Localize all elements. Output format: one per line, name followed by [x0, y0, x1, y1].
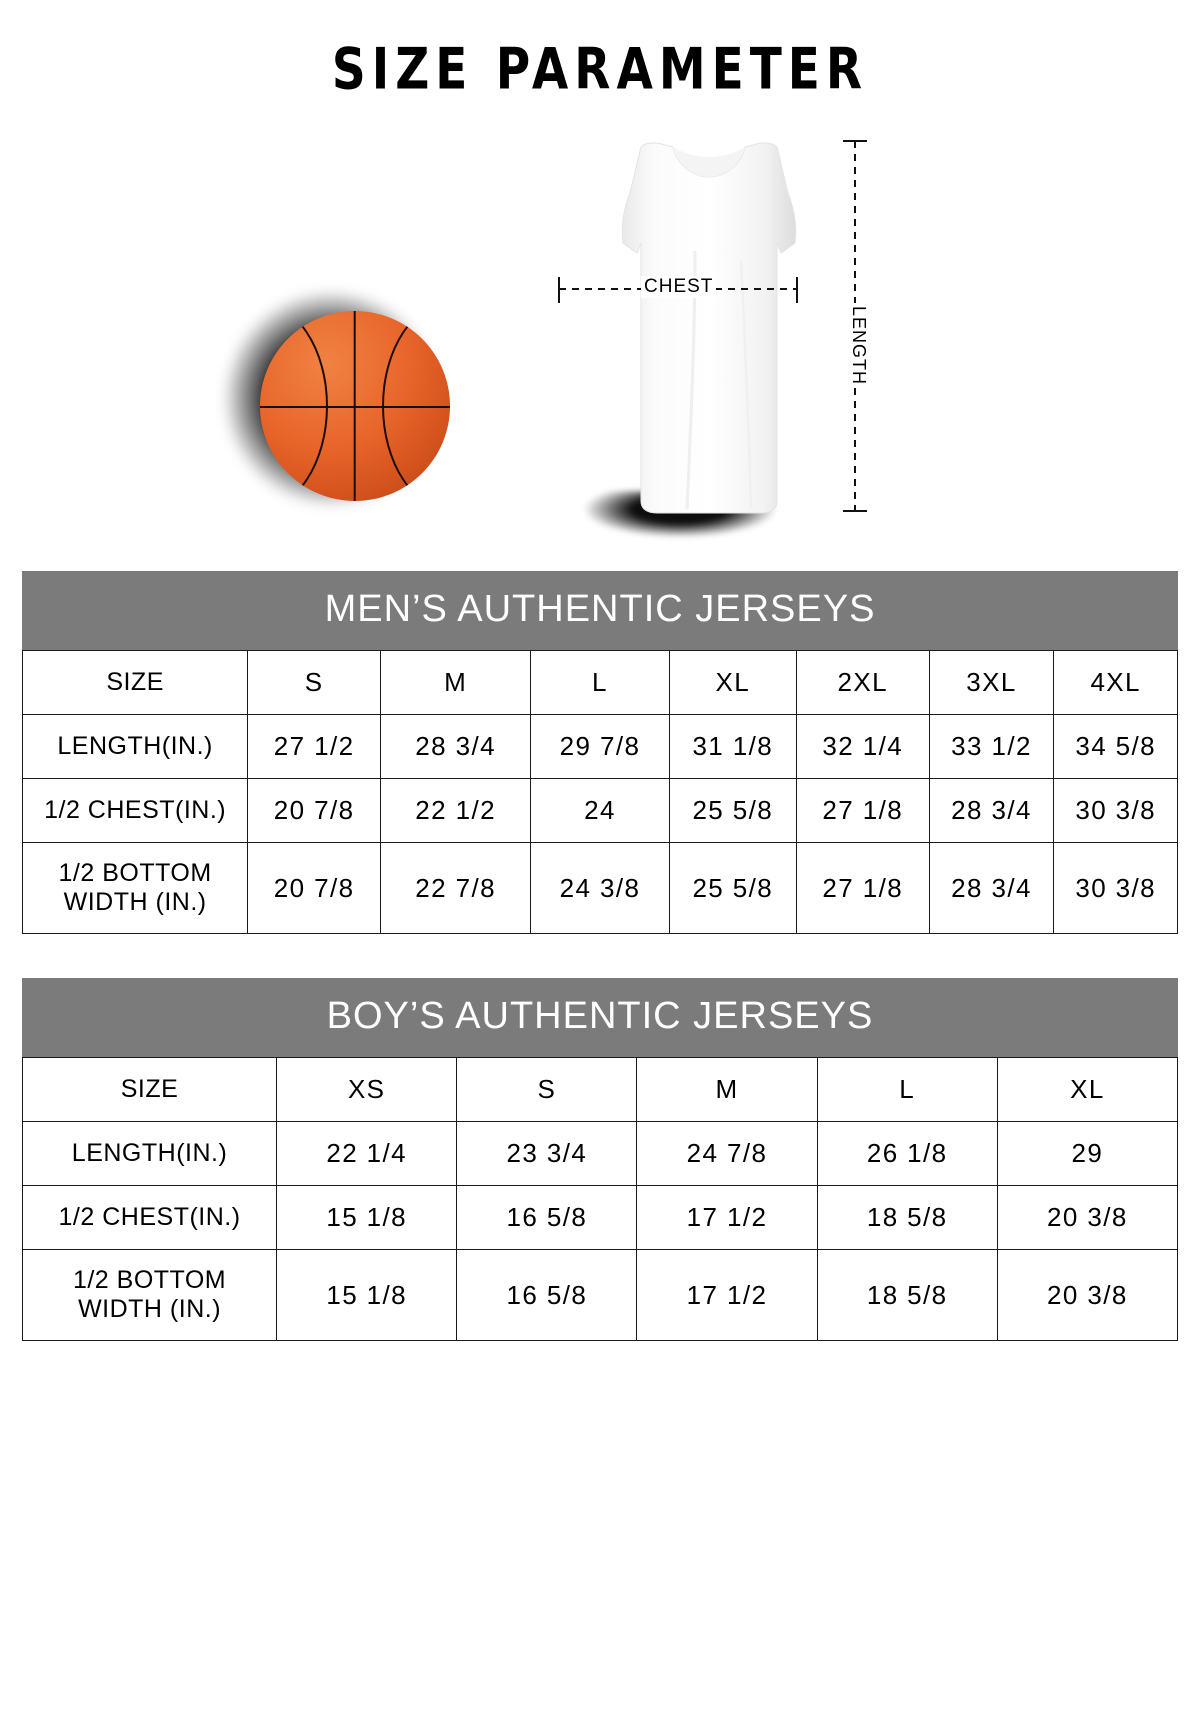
column-header-size: SIZE: [23, 651, 248, 715]
cell-chest-xl: 20 3/8: [997, 1186, 1177, 1250]
basketball-seam-right: [382, 311, 450, 501]
column-header-s: S: [248, 651, 381, 715]
chest-measure-label: CHEST: [641, 276, 716, 298]
cell-bottom-xl: 25 5/8: [669, 843, 796, 934]
cell-bottom-3xl: 28 3/4: [929, 843, 1054, 934]
cell-length-xs: 22 1/4: [277, 1122, 457, 1186]
column-header-s: S: [457, 1058, 637, 1122]
cell-length-2xl: 32 1/4: [796, 715, 929, 779]
page-title: SIZE PARAMETER: [331, 36, 869, 104]
cell-chest-xs: 15 1/8: [277, 1186, 457, 1250]
table-row: [23, 779, 1178, 843]
cell-length-3xl: 33 1/2: [929, 715, 1054, 779]
cell-bottom-s: 16 5/8: [457, 1250, 637, 1341]
cell-chest-l: 24: [531, 779, 670, 843]
column-header-3xl: 3XL: [929, 651, 1054, 715]
cell-bottom-m: 22 7/8: [381, 843, 531, 934]
row-label-line1: 1/2 BOTTOM: [72, 1266, 227, 1294]
row-label-half-bottom-width: [23, 843, 248, 934]
cell-chest-s: 16 5/8: [457, 1186, 637, 1250]
table-row: [23, 1250, 1178, 1341]
mens-table-heading: MEN’S AUTHENTIC JERSEYS: [22, 571, 1178, 650]
cell-length-4xl: 34 5/8: [1054, 715, 1178, 779]
cell-bottom-l: 24 3/8: [531, 843, 670, 934]
column-header-size: SIZE: [23, 1058, 277, 1122]
cell-chest-s: 20 7/8: [248, 779, 381, 843]
jersey-icon: [545, 131, 885, 551]
row-label-length: LENGTH(IN.): [23, 715, 248, 779]
row-label-line2: WIDTH (IN.): [63, 888, 207, 916]
cell-bottom-xl: 20 3/8: [997, 1250, 1177, 1341]
boys-table-block: [22, 978, 1178, 1341]
column-header-l: L: [817, 1058, 997, 1122]
cell-chest-m: 17 1/2: [637, 1186, 817, 1250]
cell-length-l: 29 7/8: [531, 715, 670, 779]
column-header-l: L: [531, 651, 670, 715]
column-header-4xl: 4XL: [1054, 651, 1178, 715]
cell-length-xl: 31 1/8: [669, 715, 796, 779]
basketball-body: [260, 311, 450, 501]
cell-length-m: 28 3/4: [381, 715, 531, 779]
cell-chest-m: 22 1/2: [381, 779, 531, 843]
cell-chest-l: 18 5/8: [817, 1186, 997, 1250]
table-row: [23, 1186, 1178, 1250]
cell-chest-4xl: 30 3/8: [1054, 779, 1178, 843]
column-header-xl: XL: [669, 651, 796, 715]
cell-bottom-m: 17 1/2: [637, 1250, 817, 1341]
row-label-line2: WIDTH (IN.): [78, 1295, 222, 1323]
cell-bottom-2xl: 27 1/8: [796, 843, 929, 934]
boys-size-table: [22, 1057, 1178, 1341]
column-header-xl: XL: [997, 1058, 1177, 1122]
cell-length-m: 24 7/8: [637, 1122, 817, 1186]
cell-bottom-s: 20 7/8: [248, 843, 381, 934]
basketball-seam-left: [260, 311, 328, 501]
cell-chest-2xl: 27 1/8: [796, 779, 929, 843]
cell-chest-xl: 25 5/8: [669, 779, 796, 843]
column-header-m: M: [381, 651, 531, 715]
cell-length-l: 26 1/8: [817, 1122, 997, 1186]
basketball-icon: [218, 281, 458, 521]
row-label-half-chest: 1/2 CHEST(IN.): [23, 779, 248, 843]
table-row: [23, 1122, 1178, 1186]
size-chart-page: [0, 36, 1200, 1711]
row-label-half-chest: 1/2 CHEST(IN.): [23, 1186, 277, 1250]
cell-chest-3xl: 28 3/4: [929, 779, 1054, 843]
cell-length-s: 27 1/2: [248, 715, 381, 779]
bottom-spacer: [0, 1341, 1200, 1381]
table-row: [23, 1058, 1178, 1122]
cell-length-xl: 29: [997, 1122, 1177, 1186]
length-measure-label: LENGTH: [848, 303, 869, 388]
column-header-2xl: 2XL: [796, 651, 929, 715]
illustration-area: [0, 131, 1200, 571]
cell-length-s: 23 3/4: [457, 1122, 637, 1186]
mens-table-block: [22, 571, 1178, 934]
row-label-length: LENGTH(IN.): [23, 1122, 277, 1186]
cell-bottom-xs: 15 1/8: [277, 1250, 457, 1341]
table-row: [23, 651, 1178, 715]
row-label-line1: 1/2 BOTTOM: [58, 859, 212, 887]
table-row: [23, 715, 1178, 779]
mens-size-table: [22, 650, 1178, 934]
boys-table-heading: BOY’S AUTHENTIC JERSEYS: [22, 978, 1178, 1057]
cell-bottom-l: 18 5/8: [817, 1250, 997, 1341]
table-row: [23, 843, 1178, 934]
cell-bottom-4xl: 30 3/8: [1054, 843, 1178, 934]
column-header-m: M: [637, 1058, 817, 1122]
jersey-diagram: [545, 131, 869, 551]
row-label-half-bottom-width: [23, 1250, 277, 1341]
column-header-xs: XS: [277, 1058, 457, 1122]
table-spacer: [0, 934, 1200, 978]
